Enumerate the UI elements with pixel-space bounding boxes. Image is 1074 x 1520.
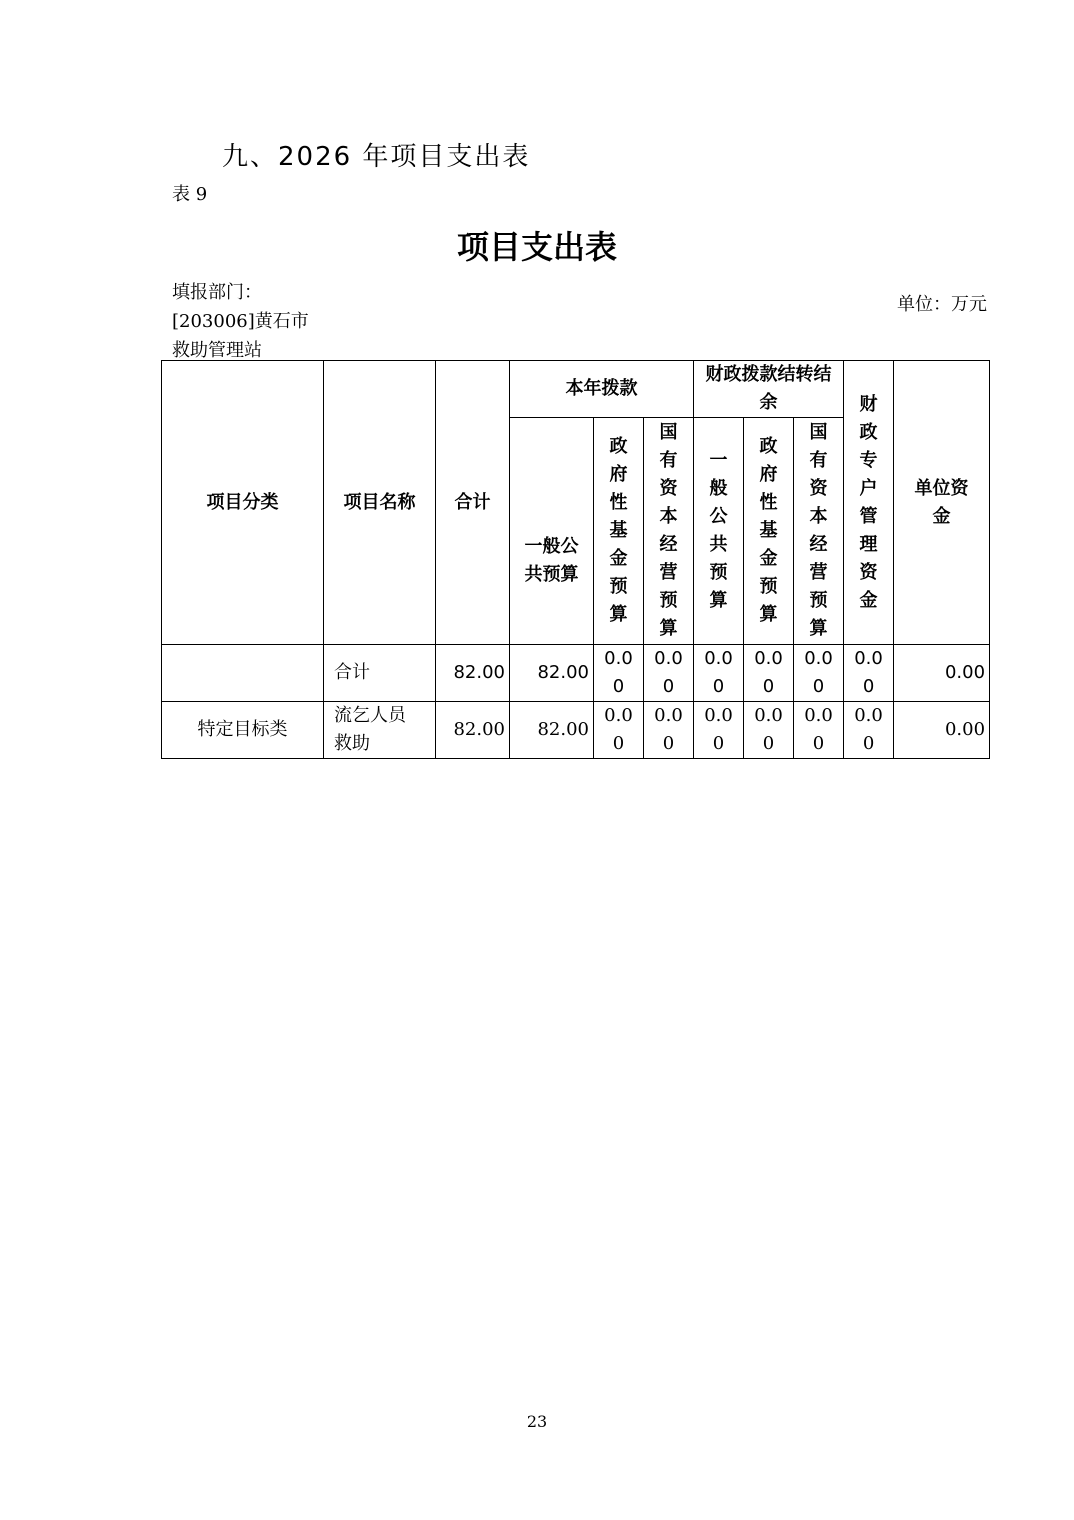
cell-unit-funds: 0.00 bbox=[894, 645, 990, 702]
header-category: 项目分类 bbox=[162, 361, 324, 645]
cell-special-account: 0.00 bbox=[844, 702, 894, 759]
header-co-state-capital: 国有资本经营预算 bbox=[794, 418, 844, 645]
table-row bbox=[162, 645, 990, 702]
cell-co-general: 0.00 bbox=[694, 645, 744, 702]
cell-co-state-capital: 0.00 bbox=[794, 702, 844, 759]
cell-special-account: 0.00 bbox=[844, 645, 894, 702]
cell-gov-fund: 0.00 bbox=[594, 645, 644, 702]
section-heading: 九、2026 年项目支出表 bbox=[222, 142, 531, 172]
cell-co-general: 0.00 bbox=[694, 702, 744, 759]
header-special-account: 财政专户管理资金 bbox=[844, 361, 894, 645]
cell-co-gov-fund: 0.00 bbox=[744, 702, 794, 759]
header-name: 项目名称 bbox=[324, 361, 436, 645]
cell-name: 合计 bbox=[324, 645, 436, 702]
header-carryover: 财政拨款结转结余 bbox=[694, 361, 844, 418]
unit-label: 单位：万元 bbox=[897, 294, 987, 315]
cell-state-capital: 0.00 bbox=[644, 645, 694, 702]
header-co-gov-fund: 政府性基金预算 bbox=[744, 418, 794, 645]
cell-category: 特定目标类 bbox=[162, 702, 324, 759]
cell-name: 流乞人员救助 bbox=[324, 702, 436, 759]
header-gov-fund: 政府性基金预算 bbox=[594, 418, 644, 645]
cell-co-state-capital: 0.00 bbox=[794, 645, 844, 702]
cell-state-capital: 0.00 bbox=[644, 702, 694, 759]
header-total: 合计 bbox=[436, 361, 510, 645]
header-general-budget: 一般公共预算 bbox=[510, 418, 594, 645]
page-number: 23 bbox=[526, 1412, 548, 1431]
cell-total: 82.00 bbox=[436, 702, 510, 759]
document-title: 项目支出表 bbox=[456, 228, 617, 266]
header-co-general: 一般公共预算 bbox=[694, 418, 744, 645]
header-state-capital: 国有资本经营预算 bbox=[644, 418, 694, 645]
table-row bbox=[162, 702, 990, 759]
reporting-department: 填报部门：[203006]黄石市救助管理站 bbox=[172, 282, 309, 361]
cell-category bbox=[162, 645, 324, 702]
cell-general-budget: 82.00 bbox=[510, 702, 594, 759]
cell-gov-fund: 0.00 bbox=[594, 702, 644, 759]
cell-general-budget: 82.00 bbox=[510, 645, 594, 702]
cell-total: 82.00 bbox=[436, 645, 510, 702]
table-number: 表 9 bbox=[172, 184, 208, 205]
cell-co-gov-fund: 0.00 bbox=[744, 645, 794, 702]
header-current-year: 本年拨款 bbox=[510, 361, 694, 418]
cell-unit-funds: 0.00 bbox=[894, 702, 990, 759]
project-expenditure-table bbox=[161, 360, 990, 759]
header-unit-funds: 单位资金 bbox=[894, 361, 990, 645]
